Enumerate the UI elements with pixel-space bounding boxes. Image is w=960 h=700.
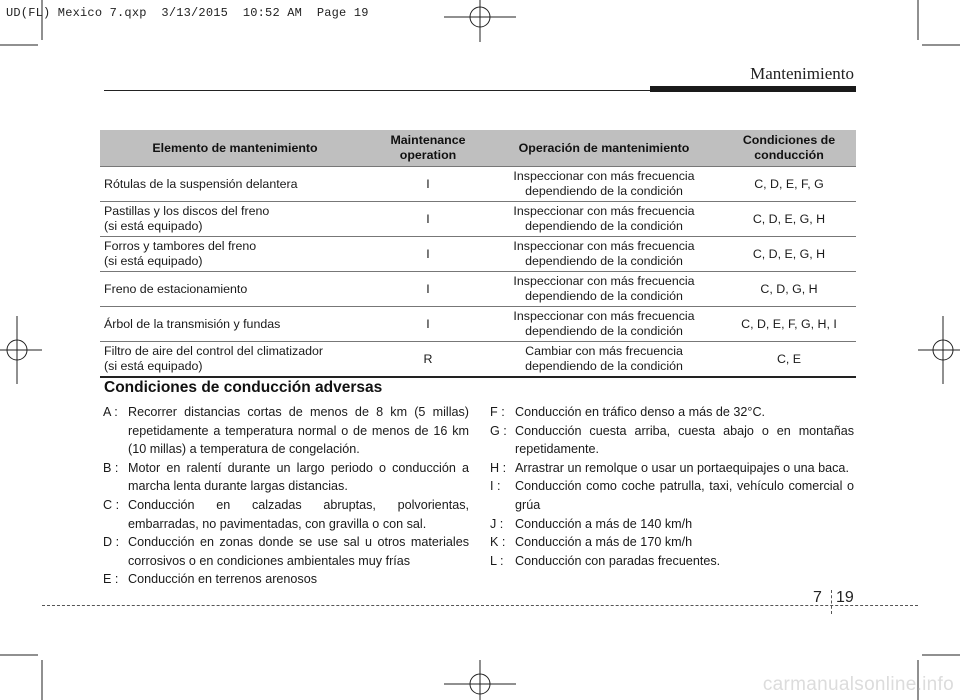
conditions-cell: C, D, E, F, G [722, 167, 856, 202]
conditions-cell: C, D, E, G, H [722, 237, 856, 272]
conditions-list-left [103, 403, 469, 589]
table-row [100, 167, 856, 202]
description-cell: Inspeccionar con más frecuencia dependiendo de la condición [486, 167, 722, 202]
watermark: carmanualsonline.info [762, 674, 954, 695]
description-cell: Inspeccionar con más frecuencia dependiendo de la condición [486, 202, 722, 237]
table-row [100, 237, 856, 272]
item-cell: Árbol de la transmisión y fundas [100, 307, 370, 342]
list-item: E : Conducción en terrenos arenosos [103, 572, 318, 587]
description-cell: Cambiar con más frecuencia dependiendo de la condición [486, 342, 722, 378]
item-cell: Filtro de aire del control del climatizador (si está equipado) [100, 342, 370, 378]
item-cell: Forros y tambores del freno (si está equipado) [100, 237, 370, 272]
table-header-row [100, 130, 856, 167]
page-number: 19 [836, 589, 854, 606]
header-rule-bar [650, 86, 856, 92]
list-item: J : Conducción a más de 140 km/h [490, 516, 693, 531]
list-item: A : Recorrer distancias cortas de menos de 8 km (5 millas) repetidamente a temperatura normal o de menos de 16 km (10 millas) a temperatura de congelación. [103, 405, 469, 457]
header-cell: Condiciones de conducción [722, 130, 856, 167]
list-item: I : Conducción como coche patrulla, taxi, vehículo comercial o grúa [490, 479, 854, 512]
maintenance-table [100, 130, 856, 378]
table-row [100, 342, 856, 378]
list-item: G : Conducción cuesta arriba, cuesta abajo o en montañas repetidamente. [490, 423, 854, 457]
description-cell: Inspeccionar con más frecuencia dependiendo de la condición [486, 307, 722, 342]
list-item: K : Conducción a más de 170 km/h [490, 535, 693, 550]
conditions-cell: C, D, G, H [722, 272, 856, 307]
table-row [100, 202, 856, 237]
list-item: F : Conducción en tráfico denso a más de 32°C. [490, 405, 766, 419]
footer-rule [42, 605, 918, 606]
item-cell: Freno de estacionamiento [100, 272, 370, 307]
print-slug: UD(FL) Mexico 7.qxp 3/13/2015 10:52 AM Page 19 [6, 6, 369, 20]
operation-cell: I [370, 167, 486, 202]
chapter-number: 7 [813, 589, 822, 606]
section-title: Mantenimiento [750, 64, 854, 83]
conditions-cell: C, E [722, 342, 856, 378]
operation-cell: I [370, 272, 486, 307]
list-item: H : Arrastrar un remolque o usar un portaequipajes o una baca. [490, 460, 849, 475]
header-cell: Maintenance operation [370, 130, 486, 167]
conditions-list-right [490, 403, 854, 570]
conditions-heading: Condiciones de conducción adversas [104, 379, 383, 396]
description-cell: Inspeccionar con más frecuencia dependiendo de la condición [486, 272, 722, 307]
conditions-cell: C, D, E, F, G, H, I [722, 307, 856, 342]
list-item: D : Conducción en zonas donde se use sal u otros materiales corrosivos o en condiciones ambientales muy frías [103, 535, 469, 568]
list-item: C : Conducción en calzadas abruptas, polvorientas, embarradas, no pavimentadas, con gravilla o con sal. [103, 497, 469, 531]
item-cell: Rótulas de la suspensión delantera [100, 167, 370, 202]
description-cell: Inspeccionar con más frecuencia dependiendo de la condición [486, 237, 722, 272]
item-cell: Pastillas y los discos del freno (si está equipado) [100, 202, 370, 237]
table-row [100, 272, 856, 307]
operation-cell: I [370, 202, 486, 237]
table-row [100, 307, 856, 342]
operation-cell: I [370, 237, 486, 272]
operation-cell: R [370, 342, 486, 378]
list-item: L : Conducción con paradas frecuentes. [490, 553, 721, 568]
operation-cell: I [370, 307, 486, 342]
header-cell: Elemento de mantenimiento [100, 130, 370, 167]
header-cell: Operación de mantenimiento [486, 130, 722, 167]
list-item: B : Motor en ralentí durante un largo periodo o conducción a marcha lenta durante largas distancias. [103, 460, 469, 494]
page-number-divider [831, 590, 832, 614]
conditions-cell: C, D, E, G, H [722, 202, 856, 237]
header-rule [104, 90, 650, 91]
